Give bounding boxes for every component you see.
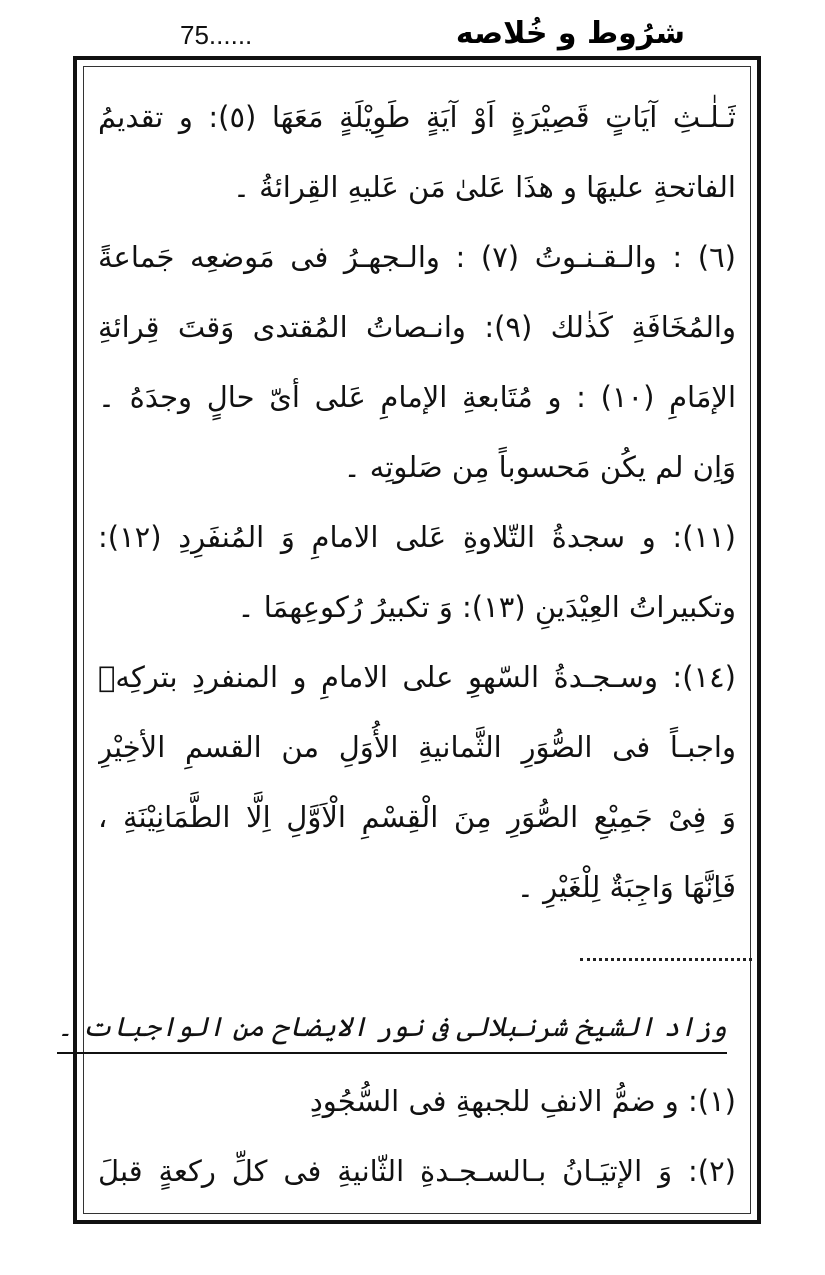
main-text [98, 82, 736, 922]
text-line: (١٤): وسـجـدةُ السّهوِ على الامامِ و المنفردِ بتركِهٖ [98, 660, 736, 694]
section-heading: وزاد الشیخ شرنبلالی فی نور الایضاح من الواجبات ۔ [57, 1006, 727, 1054]
page-number: 75...... [180, 20, 253, 50]
text-line: وَ فِىْ جَمِيْعِ الصُّوَرِ مِنَ الْقِسْمِ الْاَوَّلِ اِلَّا الطَّمَانِيْنَةِ ، [98, 800, 736, 834]
text-line: الإمَامِ (١٠) : و مُتَابعةِ الإمامِ عَلى أىّ حالٍ وجدَهُ ۔ [98, 380, 736, 414]
dotted-separator [580, 958, 752, 961]
main-text-continued [98, 1066, 736, 1206]
text-line: والمُخَافَةِ كَذٰلك (٩): وانـصاتُ المُقتدى وَقتَ قِرائةِ [98, 310, 736, 344]
text-line: واجبـاً فى الصُّوَرِ الثَّمانيةِ الأُوَلِ من القسمِ الأخِيْرِ [98, 730, 736, 764]
text-line: (٢): وَ الإتيَـانُ بـالسـجـدةِ الثّانيةِ فى كلِّ ركعةٍ قبلَ [98, 1154, 736, 1188]
text-line: وتكبيراتُ العِيْدَينِ (١٣): وَ تكبيرُ رُكوعِهمَا ۔ [237, 590, 736, 624]
text-line: الفاتحةِ عليهَا و هذَا عَلىٰ مَن عَليهِ القِرائةُ ۔ [232, 170, 736, 204]
text-line: وَاِن لم يكُن مَحسوباً مِن صَلوتِه ۔ [343, 450, 736, 484]
text-line: (١): و ضمُّ الانفِ للجبهةِ فى السُّجُودِ [309, 1084, 736, 1118]
text-line: (٦) : والـقـنـوتُ (٧) : والـجهـرُ فى مَوضعِه جَماعةً [98, 240, 736, 274]
text-line: فَاِنَّهَا وَاجِبَةٌ لِلْغَيْرِ ۔ [516, 870, 736, 904]
running-title: شرُوط و خُلاصه [455, 16, 685, 51]
text-line: ثَـلٰـثِ آيَاتٍ قَصِيْرَةٍ اَوْ آيَةٍ طَوِيْلَةٍ مَعَهَا (٥): و تقديمُ [98, 100, 736, 134]
text-line: (١١): و سجدةُ التّلاوةِ عَلى الامامِ وَ المُنفَرِدِ (١٢): [98, 520, 736, 554]
